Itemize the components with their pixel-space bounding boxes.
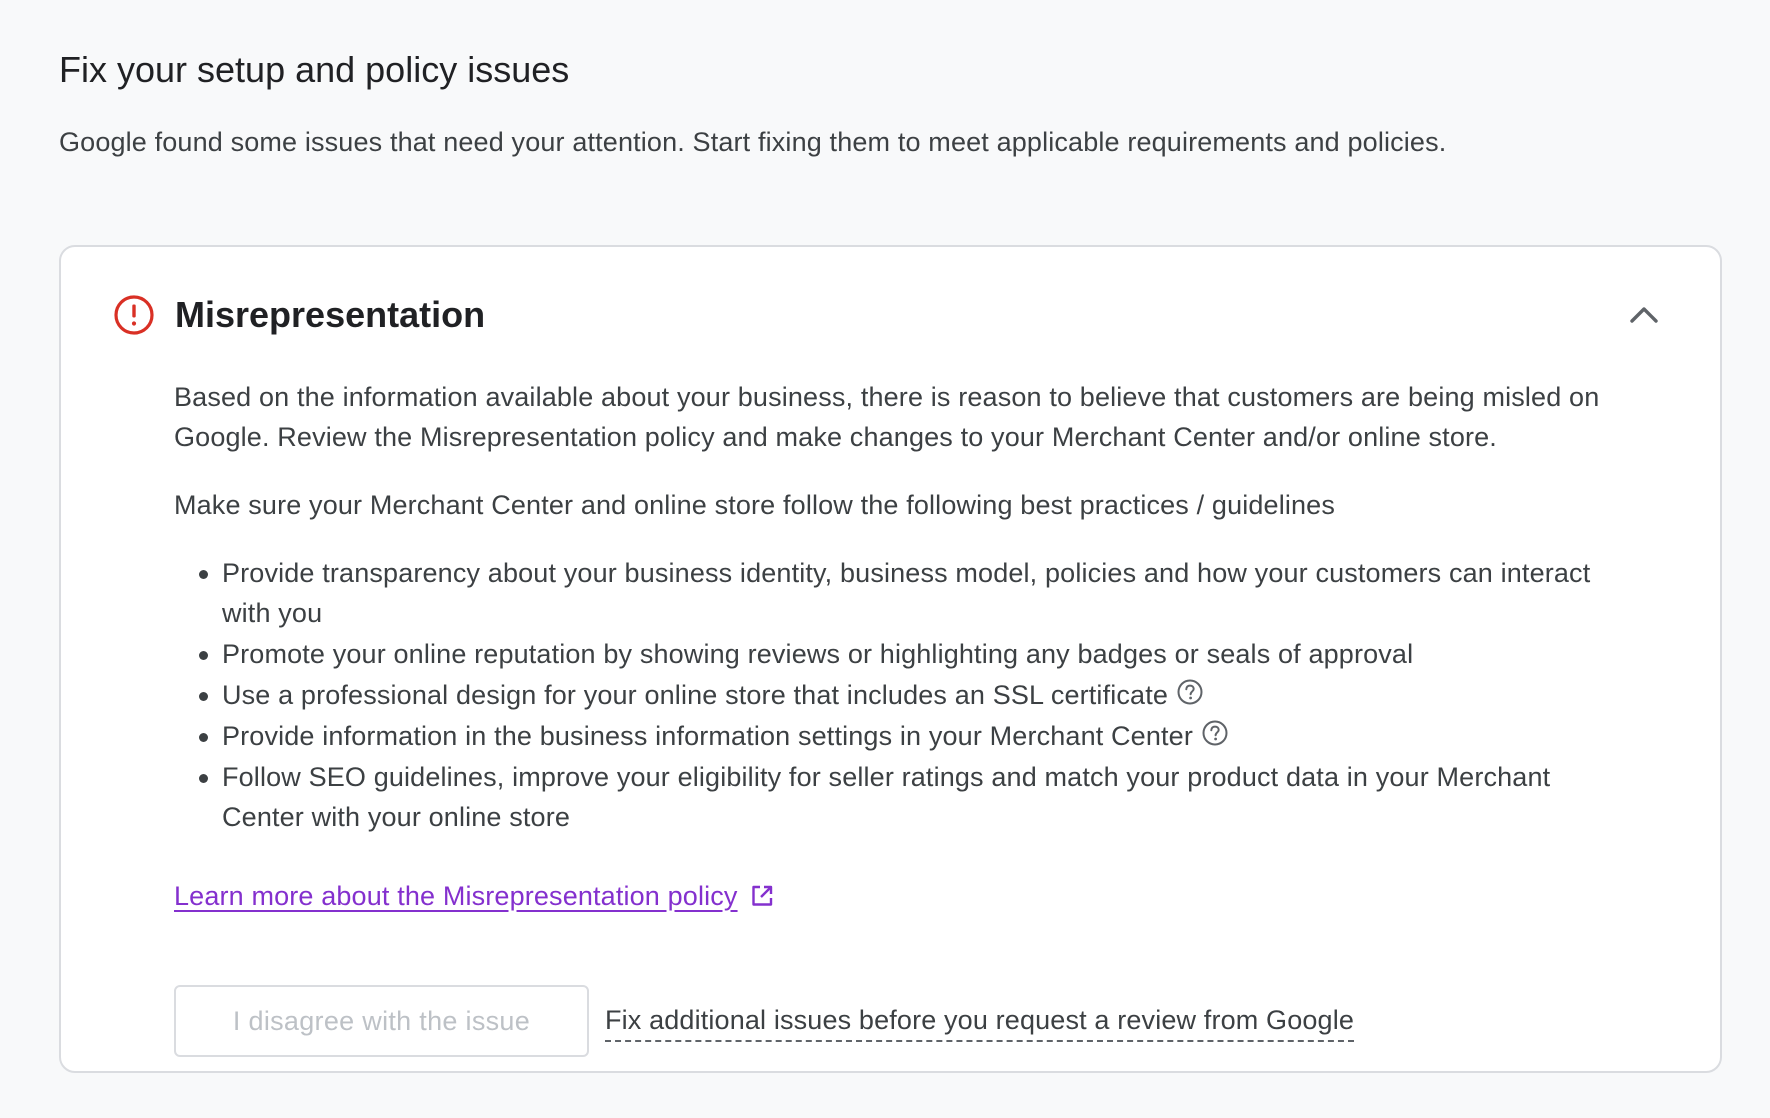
list-item: [174, 553, 1604, 633]
guideline-text: Follow SEO guidelines, improve your eligibility for seller ratings and match your product data in your Merchant Center with your online store: [222, 762, 1551, 832]
learn-more-label: Learn more about the Misrepresentation policy: [174, 881, 738, 911]
help-icon[interactable]: [1176, 677, 1204, 705]
page-subtitle: Google found some issues that need your attention. Start fixing them to meet applicable requirements and policies.: [59, 127, 1447, 157]
error-icon: [113, 294, 155, 336]
help-icon[interactable]: [1201, 718, 1229, 746]
issue-card: [59, 245, 1722, 1073]
issue-actions: [174, 985, 1354, 1057]
learn-more-link[interactable]: [174, 876, 776, 916]
collapse-button[interactable]: [1620, 291, 1668, 339]
list-item: [174, 675, 1604, 715]
guideline-text: Use a professional design for your online store that includes an SSL certificate: [222, 680, 1169, 710]
list-item: [174, 757, 1604, 837]
chevron-up-icon: [1626, 297, 1662, 333]
guidelines-intro: Make sure your Merchant Center and online store follow the following best practices / guidelines: [174, 490, 1336, 520]
guideline-text: Provide transparency about your business identity, business model, policies and how your customers can interact with you: [222, 558, 1591, 628]
issue-body: [174, 377, 1604, 916]
list-item: [174, 716, 1604, 756]
list-item: [174, 634, 1604, 674]
guideline-text: Provide information in the business information settings in your Merchant Center: [222, 721, 1193, 751]
guideline-text: Promote your online reputation by showing reviews or highlighting any badges or seals of approval: [222, 639, 1414, 669]
disagree-button[interactable]: I disagree with the issue: [174, 985, 589, 1057]
page-title: Fix your setup and policy issues: [59, 49, 570, 90]
guidelines-list: [174, 553, 1604, 837]
issue-card-header[interactable]: [113, 291, 1668, 339]
fix-additional-issues-text[interactable]: Fix additional issues before you request a review from Google: [605, 1000, 1354, 1042]
issue-description: Based on the information available about your business, there is reason to believe that customers are being misled on Google. Review the Misrepresentation policy and make changes to your Merchant Center and/or online store.: [174, 382, 1600, 452]
open-in-new-icon: [748, 882, 776, 910]
issue-title: Misrepresentation: [175, 294, 486, 335]
